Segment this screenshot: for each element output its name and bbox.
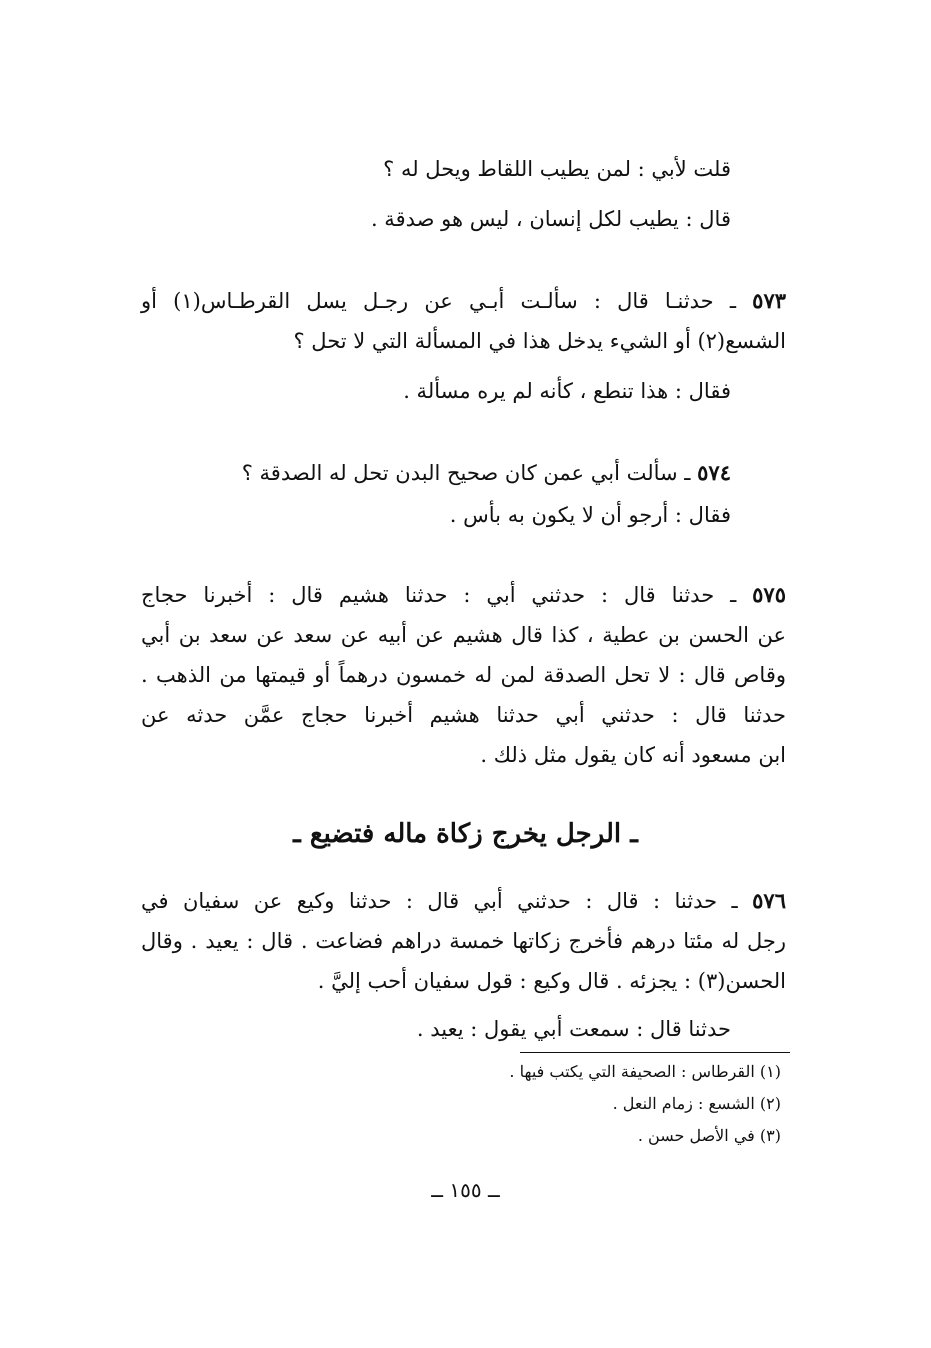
- text-line: الحسن(٣) : يجزئه . قال وكيع : قول سفيان أحب إليَّ .: [317, 969, 786, 993]
- paragraph-number: ٥٧٤: [697, 460, 731, 485]
- text-line: الشسع(٢) أو الشيء يدخل هذا في المسألة التي لا تحل ؟: [293, 329, 786, 353]
- paragraph-573-line: [141, 280, 786, 322]
- text-line: فقال : أرجو أن لا يكون به بأس .: [449, 503, 731, 527]
- footnote: (٣) في الأصل حسن .: [637, 1126, 781, 1145]
- text-line: قال : يطيب لكل إنسان ، ليس هو صدقة .: [370, 207, 731, 231]
- text-span: ـ سألت أبي عمن كان صحيح البدن تحل له الصدقة ؟: [241, 461, 691, 485]
- text-line: حدثنا قال : حدثني أبي حدثنا هشيم أخبرنا حجاج عمَّن حدثه عن: [141, 703, 786, 727]
- section-heading: ـ الرجل يخرج زكاة ماله فتضيع ـ: [293, 819, 638, 849]
- paragraph-574-line: [86, 452, 731, 494]
- text-line: حدثنا قال : سمعت أبي يقول : يعيد .: [416, 1017, 731, 1041]
- text-line: فقال : هذا تنطع ، كأنه لم يره مسألة .: [403, 379, 731, 403]
- paragraph-number: ٥٧٥: [752, 582, 786, 607]
- text-line: قلت لأبي : لمن يطيب اللقاط ويحل له ؟: [383, 157, 731, 181]
- text-span: ـ حدثنا : قال : حدثني أبي قال : حدثنا وكيع عن سفيان في: [141, 889, 738, 913]
- text-line: وقاص قال : لا تحل الصدقة لمن له خمسون درهماً أو قيمتها من الذهب .: [141, 663, 786, 687]
- text-span: ـ حدثنـا قال : سألـت أبـي عن رجـل يسل القرطـاس(١) أو: [141, 289, 736, 313]
- paragraph-575-line: [141, 574, 786, 616]
- footnote: (١) القرطاس : الصحيفة التي يكتب فيها .: [509, 1062, 781, 1081]
- footnote: (٢) الشسع : زمام النعل .: [612, 1094, 781, 1113]
- paragraph-number: ٥٧٦: [752, 888, 786, 913]
- text-span: ـ حدثنا قال : حدثني أبي : حدثنا هشيم قال : أخبرنا حجاج: [141, 583, 737, 607]
- text-line: رجل له مئتا درهم فأخرج زكاتها خمسة دراهم فضاعت . قال : يعيد . وقال: [141, 929, 786, 953]
- text-line: عن الحسن بن عطية ، كذا قال هشيم عن أبيه عن سعد عن سعد بن أبي: [141, 623, 786, 647]
- page-number: ــ ١٥٥ ــ: [431, 1178, 500, 1202]
- text-line: ابن مسعود أنه كان يقول مثل ذلك .: [480, 743, 786, 767]
- footnote-divider: [520, 1052, 790, 1053]
- paragraph-576-line: [141, 880, 786, 922]
- paragraph-number: ٥٧٣: [752, 288, 787, 313]
